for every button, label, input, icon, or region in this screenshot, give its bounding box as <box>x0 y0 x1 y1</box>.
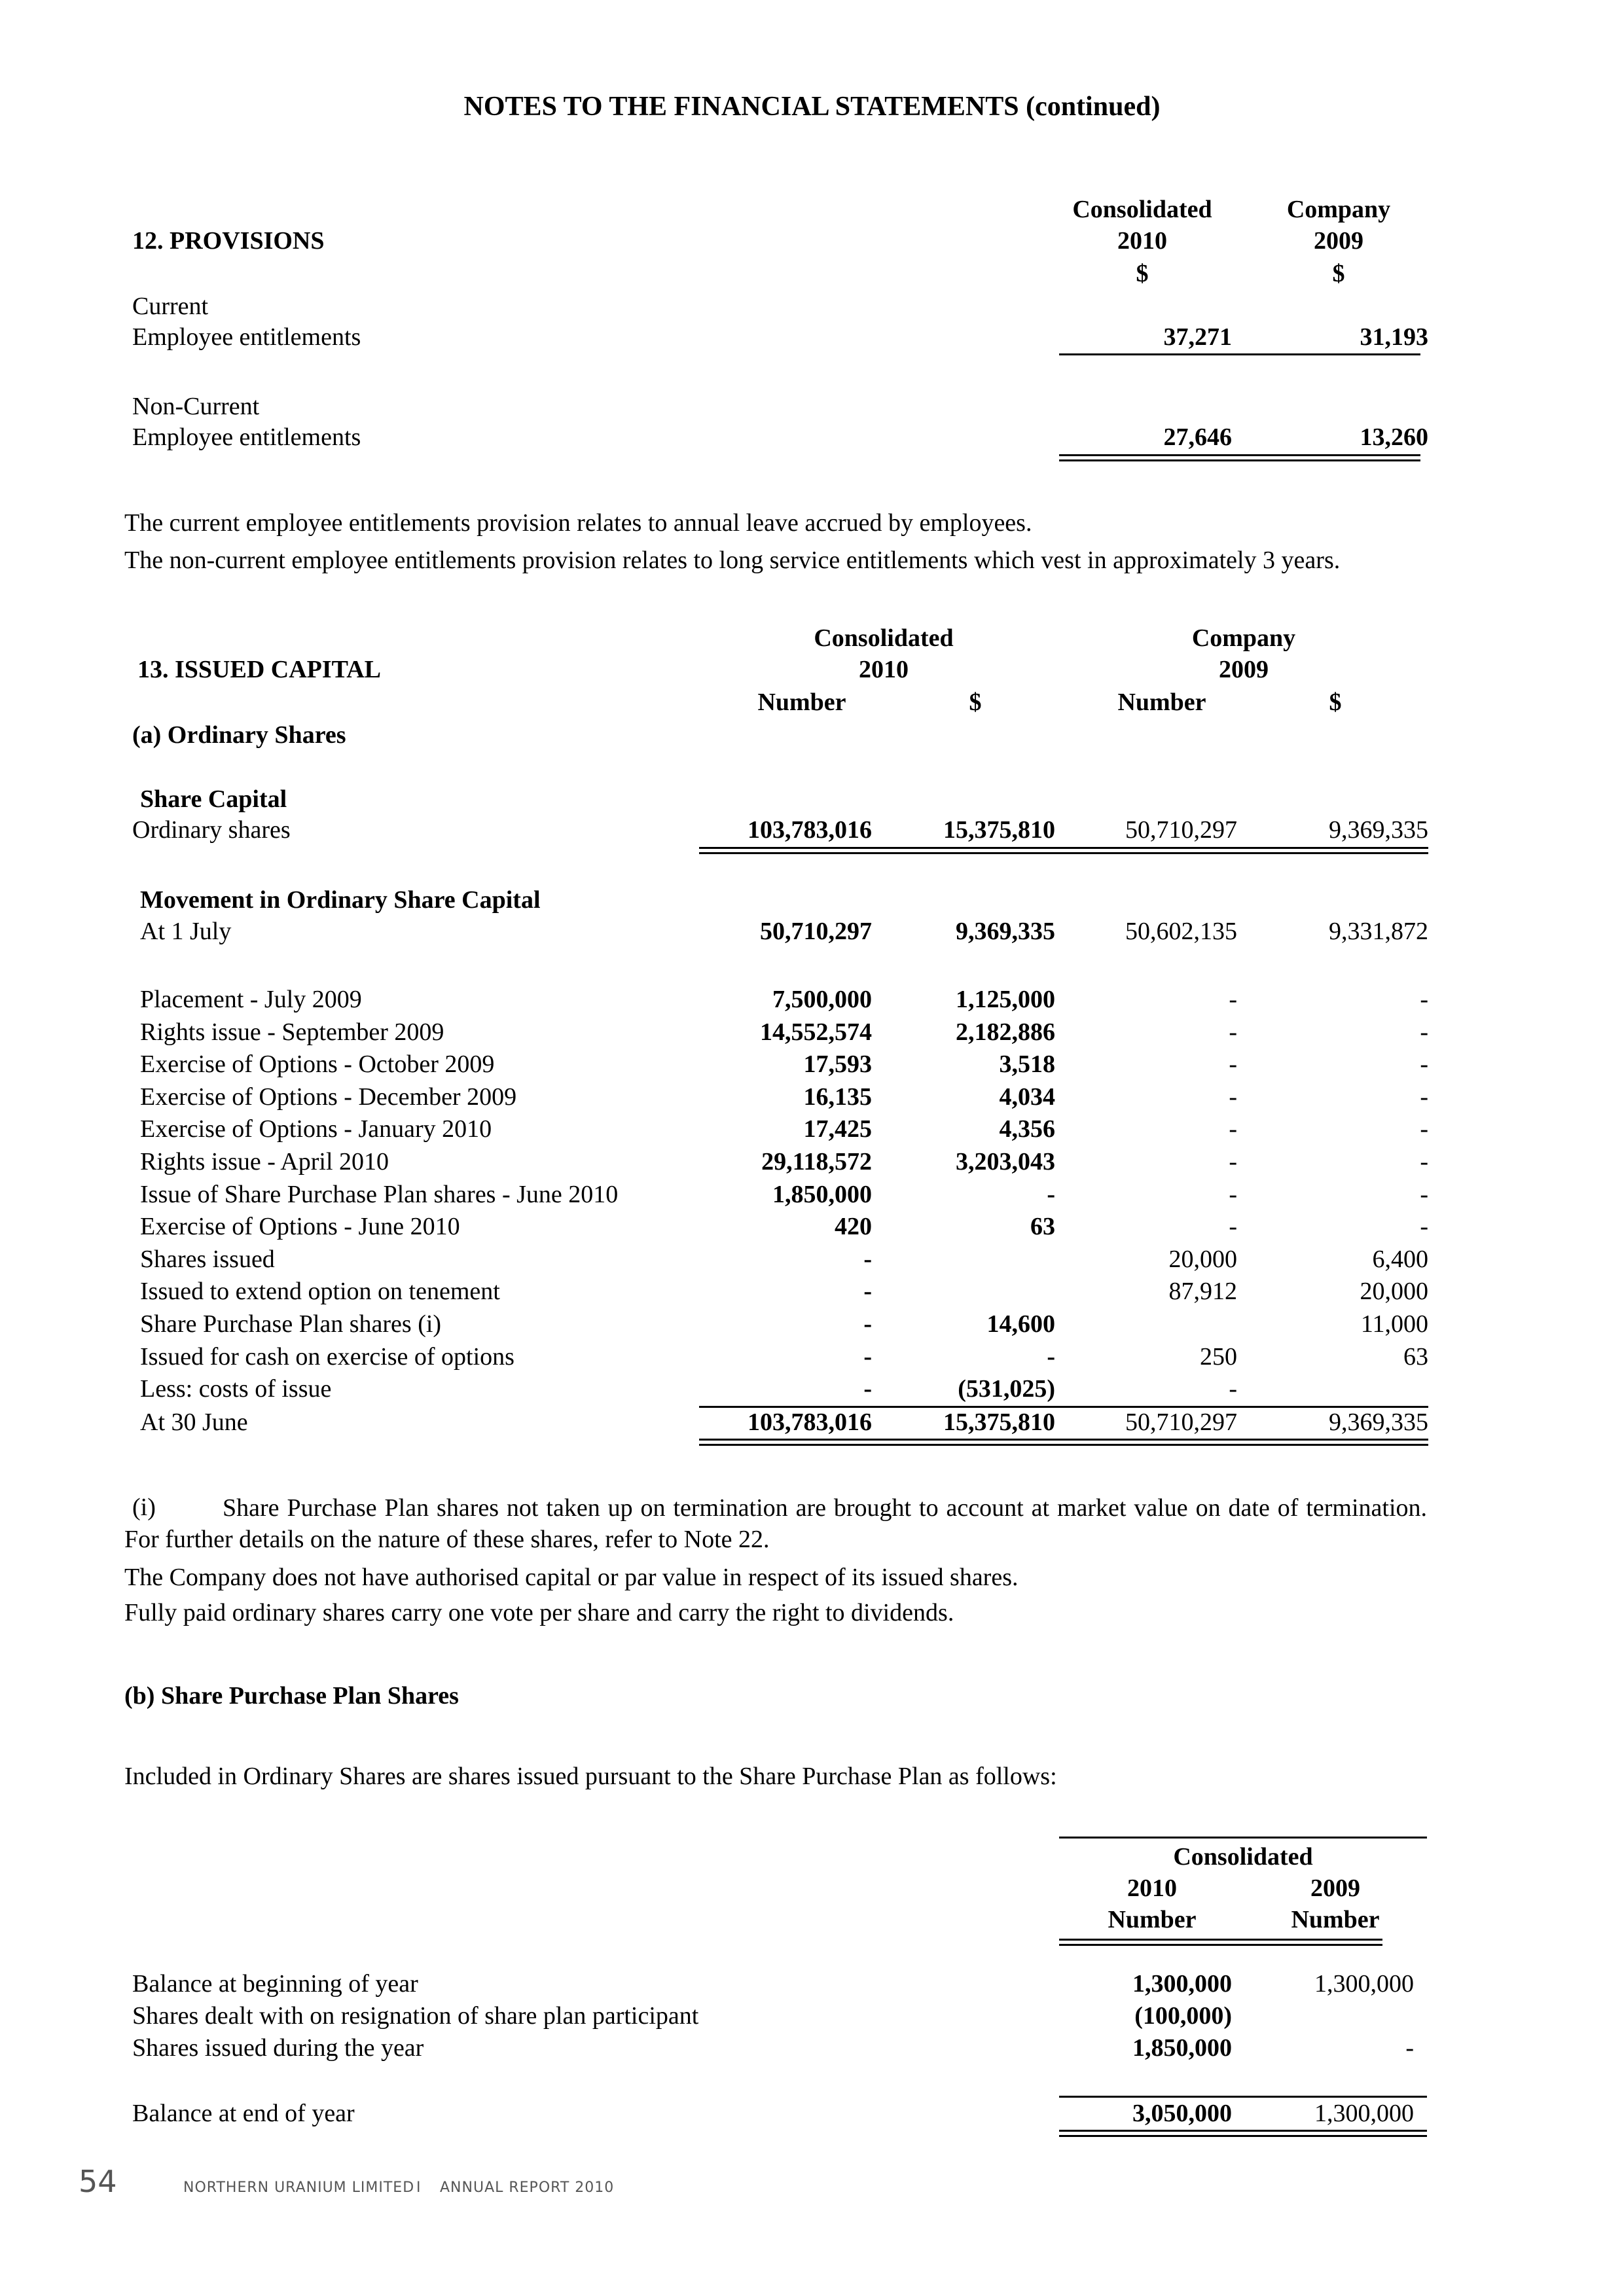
movement-number-2010: 17,593 <box>803 1050 872 1078</box>
provisions-current-2010: 37,271 <box>1163 323 1232 351</box>
ordinary-shares-d2: 9,369,335 <box>1329 816 1428 844</box>
movement-dollar-2009: - <box>1420 1083 1428 1111</box>
movement-number-2009: - <box>1229 1050 1237 1078</box>
footer-company: NORTHERN URANIUM LIMITED <box>183 2179 415 2196</box>
movement-label: Shares issued <box>140 1246 275 1273</box>
at-1-july-n2: 50,602,135 <box>1125 918 1237 945</box>
movement-dollar-2009: 6,400 <box>1372 1246 1428 1273</box>
movement-label: Placement - July 2009 <box>140 986 362 1013</box>
movement-dollar-2010: (531,025) <box>958 1375 1055 1403</box>
provisions-note-noncurrent: The non-current employee entitlements provision relates to long service entitlements which vest in approximately 3 years. <box>124 547 1341 574</box>
issued-capital-heading: 13. ISSUED CAPITAL <box>137 656 381 683</box>
movement-label: Exercise of Options - December 2009 <box>140 1083 517 1111</box>
movement-dollar-2010: 4,356 <box>999 1115 1055 1143</box>
movement-number-2010: 1,850,000 <box>772 1181 872 1208</box>
spp-col1-year: 2010 <box>1127 1874 1177 1902</box>
movement-number-2009: - <box>1229 986 1237 1013</box>
at-30-june-n2: 50,710,297 <box>1125 1408 1237 1436</box>
spp-header-underline-2 <box>1059 1944 1382 1946</box>
movement-number-2009: - <box>1229 1375 1237 1403</box>
spp-end-v2: 1,300,000 <box>1314 2100 1414 2127</box>
spp-end-topline <box>1059 2096 1427 2098</box>
footer-separator: I <box>416 2179 422 2196</box>
spp-header-topline <box>1059 1837 1427 1839</box>
provisions-noncurrent-label: Non-Current <box>132 393 260 420</box>
movement-heading: Movement in Ordinary Share Capital <box>140 886 541 914</box>
at-1-july-label: At 1 July <box>140 918 232 945</box>
movement-number-2009: - <box>1229 1148 1237 1175</box>
movement-dollar-2009: - <box>1420 1115 1428 1143</box>
movement-label: Rights issue - April 2010 <box>140 1148 389 1175</box>
movement-label: Rights issue - September 2009 <box>140 1018 444 1046</box>
movement-dollar-2009: 63 <box>1403 1343 1428 1371</box>
footnote-text: Share Purchase Plan shares not taken up on termination are brought to account at market value on date of termination. For further details on the nature of these shares, refer to Note 22. <box>124 1494 1427 1553</box>
spp-row-2009: 1,300,000 <box>1314 1970 1414 1998</box>
spp-row-label: Shares issued during the year <box>132 2034 424 2062</box>
ordinary-shares-underline-2 <box>699 852 1428 854</box>
movement-number-2009: 87,912 <box>1168 1278 1237 1305</box>
spp-row-label: Balance at beginning of year <box>132 1970 418 1998</box>
note-votes: Fully paid ordinary shares carry one vote per share and carry the right to dividends. <box>124 1599 954 1626</box>
at-30-june-underline-2 <box>699 1444 1428 1446</box>
ordinary-shares-label: Ordinary shares <box>132 816 291 844</box>
provisions-noncurrent-2009: 13,260 <box>1360 423 1428 451</box>
issued-capital-subheading-a: (a) Ordinary Shares <box>132 721 346 749</box>
movement-dollar-2009: 11,000 <box>1360 1310 1428 1338</box>
footer-report: ANNUAL REPORT 2010 <box>440 2179 615 2196</box>
page-title: NOTES TO THE FINANCIAL STATEMENTS (continued) <box>463 92 1161 122</box>
movement-number-2010: - <box>863 1278 872 1305</box>
movement-number-2010: - <box>863 1375 872 1403</box>
at-1-july-n1: 50,710,297 <box>760 918 872 945</box>
ordinary-shares-n1: 103,783,016 <box>748 816 872 844</box>
spp-heading: (b) Share Purchase Plan Shares <box>124 1682 459 1710</box>
movement-dollar-2010: 2,182,886 <box>956 1018 1055 1046</box>
provisions-current-2009: 31,193 <box>1360 323 1428 351</box>
movement-label: Exercise of Options - October 2009 <box>140 1050 495 1078</box>
provisions-col2-unit: $ <box>1332 260 1345 287</box>
movement-dollar-2010: 63 <box>1030 1213 1055 1240</box>
spp-row-2010: (100,000) <box>1134 2002 1232 2030</box>
movement-number-2010: 420 <box>835 1213 872 1240</box>
movement-number-2010: 29,118,572 <box>761 1148 872 1175</box>
spp-row-label: Shares dealt with on resignation of share plan participant <box>132 2002 699 2030</box>
provisions-noncurrent-row-label: Employee entitlements <box>132 423 361 451</box>
movement-number-2009: - <box>1229 1083 1237 1111</box>
movement-dollar-2009: 20,000 <box>1360 1278 1428 1305</box>
issued-capital-group2-year: 2009 <box>1219 656 1269 683</box>
movement-dollar-2010: 14,600 <box>986 1310 1055 1338</box>
movement-label: Issued to extend option on tenement <box>140 1278 500 1305</box>
movement-label: Less: costs of issue <box>140 1375 332 1403</box>
at-30-june-d2: 9,369,335 <box>1329 1408 1428 1436</box>
provisions-current-label: Current <box>132 293 209 320</box>
at-30-june-n1: 103,783,016 <box>748 1408 872 1436</box>
movement-label: Issued for cash on exercise of options <box>140 1343 514 1371</box>
movement-dollar-2010: 1,125,000 <box>956 986 1055 1013</box>
movement-dollar-2010: - <box>1047 1343 1055 1371</box>
movement-dollar-2009: - <box>1420 1148 1428 1175</box>
spp-row-2010: 1,300,000 <box>1132 1970 1232 1998</box>
ordinary-shares-d1: 15,375,810 <box>943 816 1055 844</box>
provisions-heading: 12. PROVISIONS <box>132 227 325 255</box>
movement-number-2010: - <box>863 1246 872 1273</box>
page-number: 54 <box>79 2164 117 2199</box>
movement-dollar-2009: - <box>1420 1213 1428 1240</box>
provisions-noncurrent-underline-1 <box>1059 454 1420 456</box>
movement-label: Exercise of Options - June 2010 <box>140 1213 460 1240</box>
issued-capital-col-dollar-1: $ <box>969 689 982 716</box>
spp-end-underline-2 <box>1059 2135 1427 2137</box>
provisions-col2-year: 2009 <box>1314 227 1363 255</box>
provisions-current-row-label: Employee entitlements <box>132 323 361 351</box>
provisions-col1-unit: $ <box>1136 260 1149 287</box>
spp-col2-label: Number <box>1291 1906 1380 1933</box>
movement-dollar-2009: - <box>1420 1050 1428 1078</box>
provisions-current-underline <box>1059 353 1420 355</box>
share-capital-heading: Share Capital <box>140 785 287 813</box>
movement-number-2009: - <box>1229 1115 1237 1143</box>
spp-row-2009: - <box>1405 2034 1414 2062</box>
at-30-june-underline-1 <box>699 1439 1428 1441</box>
issued-capital-group1-entity: Consolidated <box>814 624 954 652</box>
spp-col2-year: 2009 <box>1310 1874 1360 1902</box>
issued-capital-col-dollar-2: $ <box>1329 689 1342 716</box>
provisions-noncurrent-2010: 27,646 <box>1163 423 1232 451</box>
footnote-marker: (i) <box>132 1494 156 1521</box>
at-1-july-d2: 9,331,872 <box>1329 918 1428 945</box>
movement-number-2009: - <box>1229 1213 1237 1240</box>
movement-number-2010: 14,552,574 <box>760 1018 872 1046</box>
at-1-july-d1: 9,369,335 <box>956 918 1055 945</box>
provisions-col2-entity: Company <box>1286 196 1391 223</box>
spp-intro: Included in Ordinary Shares are shares issued pursuant to the Share Purchase Plan as follows: <box>124 1763 1057 1790</box>
provisions-note-current: The current employee entitlements provision relates to annual leave accrued by employees. <box>124 509 1032 537</box>
spp-end-underline-1 <box>1059 2130 1427 2132</box>
issued-capital-group1-year: 2010 <box>859 656 909 683</box>
movement-dollar-2010: 3,203,043 <box>956 1148 1055 1175</box>
movement-dollar-2009: - <box>1420 1181 1428 1208</box>
movement-label: Share Purchase Plan shares (i) <box>140 1310 442 1338</box>
at-30-june-label: At 30 June <box>140 1408 248 1436</box>
ordinary-shares-n2: 50,710,297 <box>1125 816 1237 844</box>
movement-number-2010: 17,425 <box>803 1115 872 1143</box>
movement-number-2009: 20,000 <box>1168 1246 1237 1273</box>
issued-capital-group2-entity: Company <box>1191 624 1296 652</box>
spp-end-label: Balance at end of year <box>132 2100 355 2127</box>
provisions-col1-entity: Consolidated <box>1072 196 1212 223</box>
movement-number-2009: - <box>1229 1181 1237 1208</box>
spp-header-underline-1 <box>1059 1939 1382 1941</box>
spp-col1-label: Number <box>1108 1906 1197 1933</box>
provisions-noncurrent-underline-2 <box>1059 459 1420 461</box>
movement-dollar-2010: 3,518 <box>999 1050 1055 1078</box>
movement-number-2009: 250 <box>1200 1343 1237 1371</box>
movement-number-2009: - <box>1229 1018 1237 1046</box>
movement-dollar-2010: 4,034 <box>999 1083 1055 1111</box>
movement-dollar-2009: - <box>1420 1018 1428 1046</box>
issued-capital-col-number-1: Number <box>757 689 846 716</box>
ordinary-shares-underline-1 <box>699 847 1428 849</box>
spp-row-2010: 1,850,000 <box>1132 2034 1232 2062</box>
at-30-june-d1: 15,375,810 <box>943 1408 1055 1436</box>
spp-end-v1: 3,050,000 <box>1132 2100 1232 2127</box>
note-authorised-capital: The Company does not have authorised capital or par value in respect of its issued shares. <box>124 1564 1019 1591</box>
movement-dollar-2009: - <box>1420 986 1428 1013</box>
movement-number-2010: - <box>863 1310 872 1338</box>
movement-dollar-2010: - <box>1047 1181 1055 1208</box>
movement-label: Issue of Share Purchase Plan shares - June 2010 <box>140 1181 619 1208</box>
spp-group: Consolidated <box>1173 1843 1313 1871</box>
movement-label: Exercise of Options - January 2010 <box>140 1115 492 1143</box>
movement-number-2010: 16,135 <box>803 1083 872 1111</box>
movement-number-2010: - <box>863 1343 872 1371</box>
provisions-col1-year: 2010 <box>1117 227 1167 255</box>
issued-capital-col-number-2: Number <box>1117 689 1206 716</box>
movement-number-2010: 7,500,000 <box>772 986 872 1013</box>
